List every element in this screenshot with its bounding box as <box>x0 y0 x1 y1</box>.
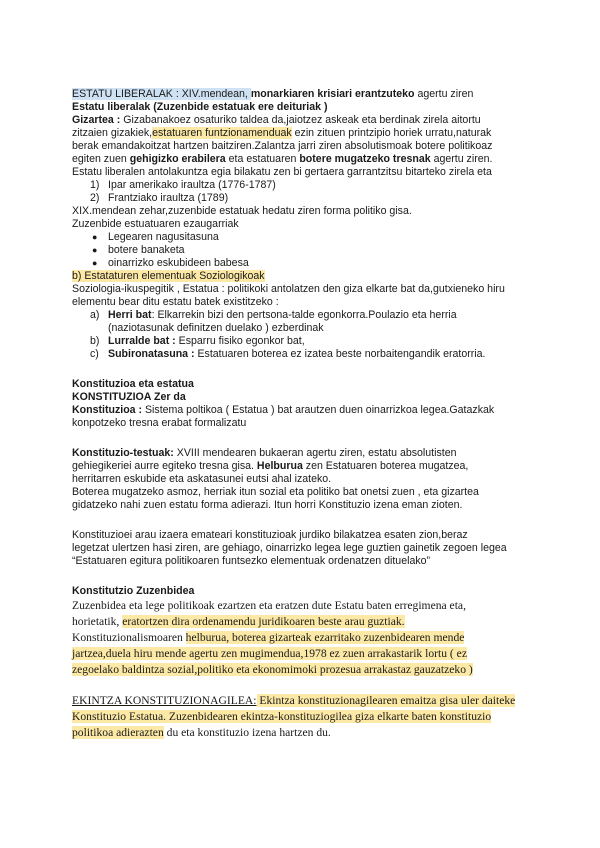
highlight-eratortzen: eratortzen dira ordenamendu juridikoaren beste arau guztiak. <box>122 615 405 628</box>
bullet-icon: ● <box>92 245 98 255</box>
line-text <box>72 615 405 628</box>
line-quote: “Estatuaren egitura politikoaren funtsezko elementuak ordenatzen dituelako” <box>72 555 431 567</box>
highlight-funtzionamendua: estatuaren funtzionamenduak <box>152 127 292 139</box>
bullet-item: Legearen nagusitasuna <box>108 231 219 243</box>
bullet-item: botere banaketa <box>108 244 185 256</box>
line-text <box>72 127 491 140</box>
text-span: : Elkarrekin bizi den pertsona-talde egonkorra.Poulazio eta herria <box>151 309 457 321</box>
line-text: legetzat ulertzen hasi ziren, are gehiago, oinarrizko legea lege guztien gainetik zegoen legea <box>72 542 507 554</box>
line-definition <box>72 404 494 417</box>
text-span: XVIII mendearen bukaeran agertu ziren, estatu absolutisten <box>173 447 457 459</box>
term-gizartea: Gizartea : <box>72 114 121 126</box>
line-text <box>72 631 464 644</box>
heading-zer-da: KONSTITUZIOA Zer da <box>72 391 186 403</box>
heading-estatu-liberalak: Estatu liberalak (Zuzenbide estatuak ere deituriak ) <box>72 101 328 113</box>
highlight-ekintza-konstituziogilea: ekintza-konstituziogilea giza elkarte baten konstituzio <box>240 710 492 723</box>
line-text: gidatzeko nahi zuen estatu forma adierazi. Itun horri Konstituzio izena eman zioten. <box>72 499 463 511</box>
line-text <box>72 460 468 473</box>
list-letter: c) <box>90 348 99 360</box>
line-text <box>72 726 331 739</box>
line-text: Konstituzioei arau izaera emateari konstituzioak jurdiko bilakatzea esaten zion,beraz <box>72 529 468 541</box>
line-text: Zuzenbide estuatuaren ezaugarriak <box>72 218 239 230</box>
line-estatu-liberalak <box>72 88 473 101</box>
text-span: egiten zuen <box>72 153 130 165</box>
bullet-item: oinarrizko eskubideen babesa <box>108 257 249 269</box>
heading-konstituzioa-estatua: Konstituzioa eta estatua <box>72 378 194 390</box>
bold-erabilera: gehigizko erabilera <box>129 153 226 165</box>
highlight-mugimendua: jartzea,duela hiru mende agertu zen mugimendua,1978 ez zuen arrakastarik lortu ( ez <box>72 647 467 660</box>
text-span: Gizabanakoez osaturiko taldea da,jaiotzez askeak eta berdinak zirela aitortu <box>120 114 481 126</box>
heading-konstitutzio-zuzenbidea: Konstitutzio Zuzenbidea <box>72 585 195 597</box>
text-span: zen Estatuaren boterea mugatzea, <box>302 460 469 472</box>
text-span: Konstituzionalismoaren <box>72 631 186 644</box>
text-span: zitzaien gizakiek, <box>72 127 153 139</box>
term-lurralde: Lurralde bat : <box>108 335 176 347</box>
term-herri: Herri bat <box>108 309 152 321</box>
highlight-ekintza: Ekintza konstituzionagilearen emaitza gisa uler daiteke <box>256 694 516 707</box>
line-text <box>72 647 467 660</box>
list-item: Frantziako iraultza (1789) <box>108 192 229 204</box>
line-text: herritarren eskubide eta askatasunei eutsi ahal izateko. <box>72 473 332 485</box>
line-text: Soziologia-ikuspegitik , Estatua : politikoki antolatzen den giza elkarte bat da,gutxieneko hiru <box>72 283 505 295</box>
text-span: : XIV.mendean, <box>175 88 251 100</box>
subheading-elementuak <box>72 270 265 283</box>
text-span: ezin zituen printzipio horiek urratu,naturak <box>291 127 492 139</box>
line-text: XIX.mendean zehar,zuzenbide estatuak hedatu ziren forma politiko gisa. <box>72 205 412 217</box>
list-item-herri <box>108 309 457 322</box>
list-letter: a) <box>90 309 100 321</box>
line-ekintza <box>72 694 515 707</box>
bold-monarkia: monarkiaren krisiari erantzuteko <box>250 88 415 100</box>
list-letter: b) <box>90 335 100 347</box>
highlight-politikoa: politikoa adierazten <box>72 726 164 739</box>
text-span: gehiegikeriei aurre egiteko tresna gisa. <box>72 460 257 472</box>
list-item-continuation: (naziotasunak definitzen duelako ) ezberdinak <box>108 322 324 334</box>
term-testuak: Konstituzio-testuak: <box>72 447 174 459</box>
line-text <box>72 153 492 166</box>
list-item-lurralde <box>108 335 305 348</box>
list-item-subironatasuna <box>108 348 485 361</box>
list-number: 1) <box>90 179 100 191</box>
text-span: Sistema poltikoa ( Estatua ) bat arautzen duen oinarrizkoa legea.Gatazkak <box>142 404 495 416</box>
bold-tresnak: botere mugatzeko tresnak <box>299 153 431 165</box>
line-text <box>72 663 473 676</box>
line-text <box>72 710 491 723</box>
highlight-estatua: Konstituzio Estatua. Zuzenbidearen <box>72 710 241 723</box>
line-testuak <box>72 447 457 460</box>
term-subironatasuna: Subironatasuna : <box>108 348 195 360</box>
bullet-icon: ● <box>92 258 98 268</box>
text-span: du eta konstituzio izena hartzen du. <box>163 726 331 739</box>
text-span: eta estatuaren <box>225 153 300 165</box>
text-span: horietatik, <box>72 615 123 628</box>
line-gizartea <box>72 114 481 127</box>
line-text: Estatu liberalen antolakuntza egia bilakatu zen bi gertaera garrantzitsu bitarteko zirela eta <box>72 166 492 178</box>
text-span: Estatuaren boterea ez izatea beste norbaitengandik eratorria. <box>194 348 486 360</box>
text-span: agertu ziren <box>414 88 474 100</box>
highlight-elementuak: b) Estataturen elementuak Soziologikoak <box>72 270 265 282</box>
text-span: agertu ziren. <box>430 153 493 165</box>
line-text: berak emandakoitzat hartzen baitziren.Zalantza jarri ziren absolutismoak botere politikoaz <box>72 140 493 152</box>
text-span: Esparru fisiko egonkor bat, <box>175 335 305 347</box>
line-text: elementu bear ditu estatu batek existitzeko : <box>72 296 279 308</box>
term-estatu-liberalak: ESTATU LIBERALAK <box>72 88 176 100</box>
term-helburua: Helburua <box>256 460 303 472</box>
bullet-icon: ● <box>92 232 98 242</box>
term-konstituzioa: Konstituzioa : <box>72 404 143 416</box>
line-text: Boterea mugatzeko asmoz, herriak itun sozial eta politiko bat onetsi zuen , eta gizartea <box>72 486 479 498</box>
list-item: Ipar amerikako iraultza (1776-1787) <box>108 179 276 191</box>
highlight-baldintza: zegoelako baldintza sozial,politiko eta ekonomimoki prozesua arrakastaz gauzatzeko ) <box>72 663 473 676</box>
list-number: 2) <box>90 192 100 204</box>
line-text: Zuzenbidea eta lege politikoak ezartzen eta eratzen dute Estatu baten erregimena eta, <box>72 599 466 612</box>
term-ekintza-konstituzionagilea: EKINTZA KONSTITUZIONAGILEA: <box>72 694 257 707</box>
line-text: konpotzeko tresna erabat formalizatu <box>72 417 247 429</box>
highlight-helburua: helburua, boterea gizarteak ezarritako zuzenbidearen mende <box>185 631 465 644</box>
